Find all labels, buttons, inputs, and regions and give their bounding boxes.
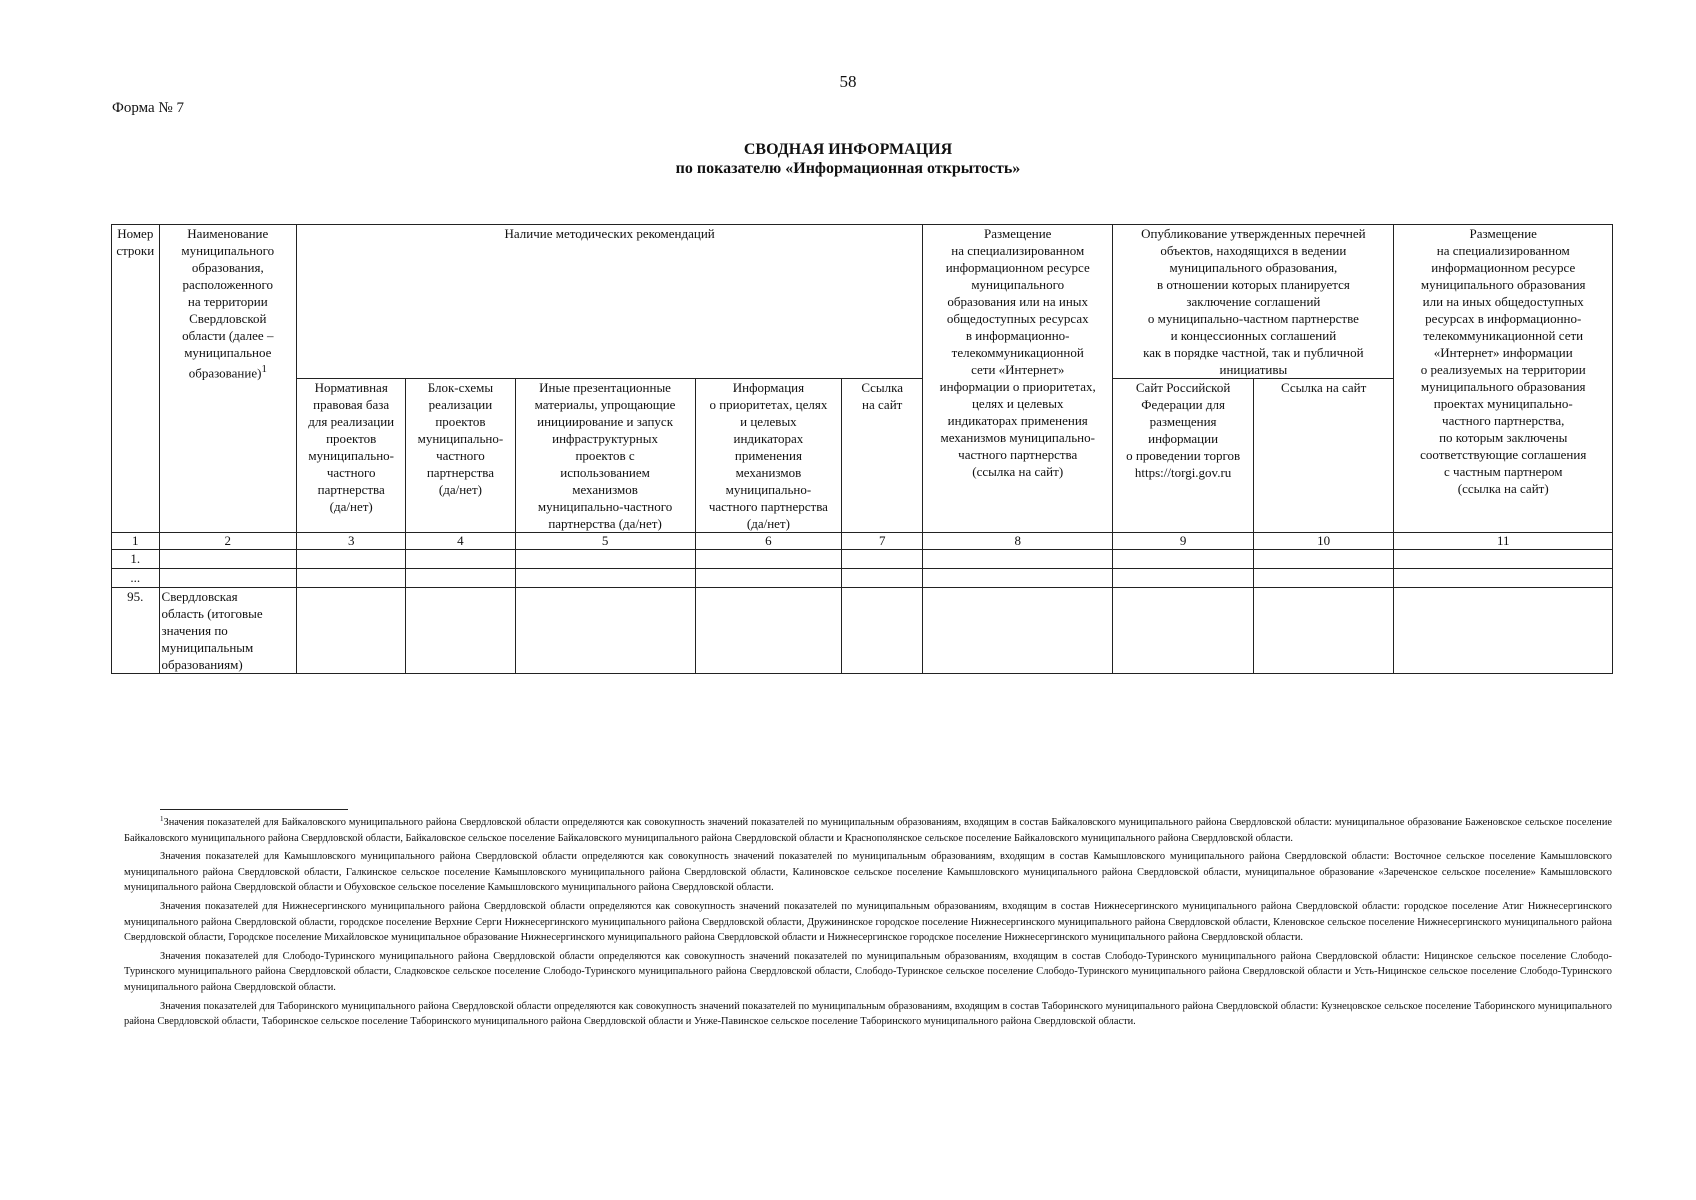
row-municipality [159,569,297,588]
footnotes [124,812,1612,1033]
column-number: 3 [297,533,406,550]
table-cell [297,588,406,674]
table-row-total [112,588,1613,674]
header-placement-priorities: Размещение на специализированном информационном ресурсе муниципального образования или на иных общедоступных ресурсах в информационно- телекоммуникационной сети «Интернет» информации о приоритетах, целях и целевых индикаторах применения механизмов муниципально- частного партнерства (ссылка на сайт) [923,225,1113,533]
header-presentation-materials: Иные презентационные материалы, упрощающие инициирование и запуск инфраструктурных проектов с использованием механизмов муниципально-частного партнерства (да/нет) [515,379,695,533]
column-number: 10 [1253,533,1394,550]
footnote-paragraph: Значения показателей для Слободо-Туринского муниципального района Свердловской области определяются как совокупность значений показателей по муниципальным образованиям, входящим в состав Слободо-Туринского муниципального района Свердловской области: Ницинское сельское поселение Слободо-Туринского муниципального района Свердловской области, Сладковское сельское поселение Слободо-Туринского муниципального района Свердловской области, Слободо-Туринское сельское поселение Слободо-Туринского муниципального района Свердловской области и Усть-Ницинское сельское поселение Слободо-Туринского муниципального района Свердловской области. [124,950,1612,993]
table-cell [515,588,695,674]
column-number: 6 [695,533,842,550]
table-cell [406,569,515,588]
footnote-paragraph [124,812,1612,846]
header-row-1 [112,225,1613,379]
column-numbers-row [112,533,1613,550]
footnote-paragraph: Значения показателей для Камышловского муниципального района Свердловской области определяются как совокупность значений показателей по муниципальным образованиям, входящим в состав Камышловского муниципального района Свердловской области: Восточное сельское поселение Камышловского муниципального района Свердловской области, Галкинское сельское поселение Камышловского муниципального района Свердловской области, Калиновское сельское поселение Камышловского муниципального района Свердловской области, муниципальное образование «Зареченское сельское поселение» Камышловского муниципального района Свердловской области и Обуховское сельское поселение Камышловского муниципального района Свердловской области. [124,851,1612,894]
header-flowcharts: Блок-схемы реализации проектов муниципально- частного партнерства (да/нет) [406,379,515,533]
table-cell [695,550,842,569]
header-priorities-info: Информация о приоритетах, целях и целевых индикаторах применения механизмов муниципально- частного партнерства (да/нет) [695,379,842,533]
table-cell [923,550,1113,569]
row-number: ... [112,569,160,588]
page-number: 58 [839,72,857,91]
table-cell [923,569,1113,588]
footnote-paragraph: Значения показателей для Таборинского муниципального района Свердловской области определяются как совокупность значений показателей по муниципальным образованиям, входящим в состав Таборинского муниципального района Свердловской области: Кузнецовское сельское поселение Таборинского муниципального района Свердловской области, Таборинское сельское поселение Таборинского муниципального района Свердловской области и Унже-Павинское сельское поселение Таборинского муниципального района Свердловской области. [124,1000,1612,1028]
table-cell [1113,569,1254,588]
column-number: 8 [923,533,1113,550]
row-number: 1. [112,550,160,569]
table-cell [297,569,406,588]
table-cell [297,550,406,569]
column-number: 7 [842,533,923,550]
table-cell [1394,588,1613,674]
table-cell [1394,550,1613,569]
table-cell [1253,550,1394,569]
footnote-reference: 1 [261,363,267,375]
header-legal-base: Нормативная правовая база для реализации проектов муниципально- частного партнерства (да/нет) [297,379,406,533]
table-cell [406,588,515,674]
form-label: Форма № 7 [112,100,184,116]
footnote-marker: 1 [160,815,164,823]
column-number: 4 [406,533,515,550]
table-row [112,569,1613,588]
table-cell [1253,588,1394,674]
header-municipality-name [159,225,297,533]
summary-table [111,224,1613,674]
table-cell [1394,569,1613,588]
table-cell [515,550,695,569]
header-municipality-name-text: Наименование муниципального образования, расположенного на территории Свердловской области (далее – муниципальное образование) [181,226,275,381]
title-line-2: по показателю «Информационная открытость» [675,160,1021,177]
footnote-divider [160,809,348,810]
footnote-paragraph: Значения показателей для Нижнесергинского муниципального района Свердловской области определяются как совокупность значений показателей по муниципальным образованиям, входящим в состав Нижнесергинского муниципального района Свердловской области: городское поселение Атиг Нижнесергинского муниципального района Свердловской области, городское поселение Верхние Серги Нижнесергинского муниципального района Свердловской области, Дружининское городское поселение Нижнесергинского муниципального района Свердловской области, Кленовское сельское поселение Нижнесергинского муниципального района Свердловской области, Городское поселение Михайловское муниципальное образование Нижнесергинского муниципального района Свердловской области и Нижнесергинское городское поселение Нижнесергинского муниципального района Свердловской области. [124,900,1612,944]
row-municipality [159,550,297,569]
header-group-methodical: Наличие методических рекомендаций [297,225,923,379]
table-cell [1113,588,1254,674]
table-cell [515,569,695,588]
row-municipality: Свердловская область (итоговые значения по муниципальным образованиям) [159,588,297,674]
header-placement-projects: Размещение на специализированном информационном ресурсе муниципального образования или на иных общедоступных ресурсах в информационно- телекоммуникационной сети «Интернет» информации о реализуемых на территории муниципального образования проектах муниципально- частного партнерства, по которым заключены соответствующие соглашения с частным партнером (ссылка на сайт) [1394,225,1613,533]
table-cell [842,588,923,674]
table-cell [923,588,1113,674]
header-site-link: Ссылка на сайт [842,379,923,533]
column-number: 9 [1113,533,1254,550]
table-cell [406,550,515,569]
header-group-published-lists: Опубликование утвержденных перечней объектов, находящихся в ведении муниципального образования, в отношении которых планируется заключение соглашений о муниципально-частном партнерстве и концессионных соглашений как в порядке частной, так и публичной инициативы [1113,225,1394,379]
table-cell [1253,569,1394,588]
table-cell [695,569,842,588]
table-cell [1113,550,1254,569]
footnote-text: Значения показателей для Байкаловского муниципального района Свердловской области определяются как совокупность значений показателей по муниципальным образованиям, входящим в состав Байкаловского муниципального района Свердловской области: муниципальное образование Баженовское сельское поселение Байкаловского муниципального района Свердловской области, Байкаловское сельское поселение Байкаловского муниципального района Свердловской области и Краснополянское сельское поселение Байкаловского муниципального района Свердловской области. [124,817,1612,844]
column-number: 11 [1394,533,1613,550]
column-number: 2 [159,533,297,550]
row-number: 95. [112,588,160,674]
header-site-link-2: Ссылка на сайт [1253,379,1394,533]
header-row-2 [112,379,1613,533]
table-cell [842,569,923,588]
header-torgi-site: Сайт Российской Федерации для размещения информации о проведении торгов https://torgi.gov.ru [1113,379,1254,533]
column-number: 1 [112,533,160,550]
document-title [0,140,1696,178]
table-cell [842,550,923,569]
column-number: 5 [515,533,695,550]
table-row [112,550,1613,569]
table-cell [695,588,842,674]
header-row-number: Номер строки [112,225,160,533]
title-line-1: СВОДНАЯ ИНФОРМАЦИЯ [743,141,953,158]
